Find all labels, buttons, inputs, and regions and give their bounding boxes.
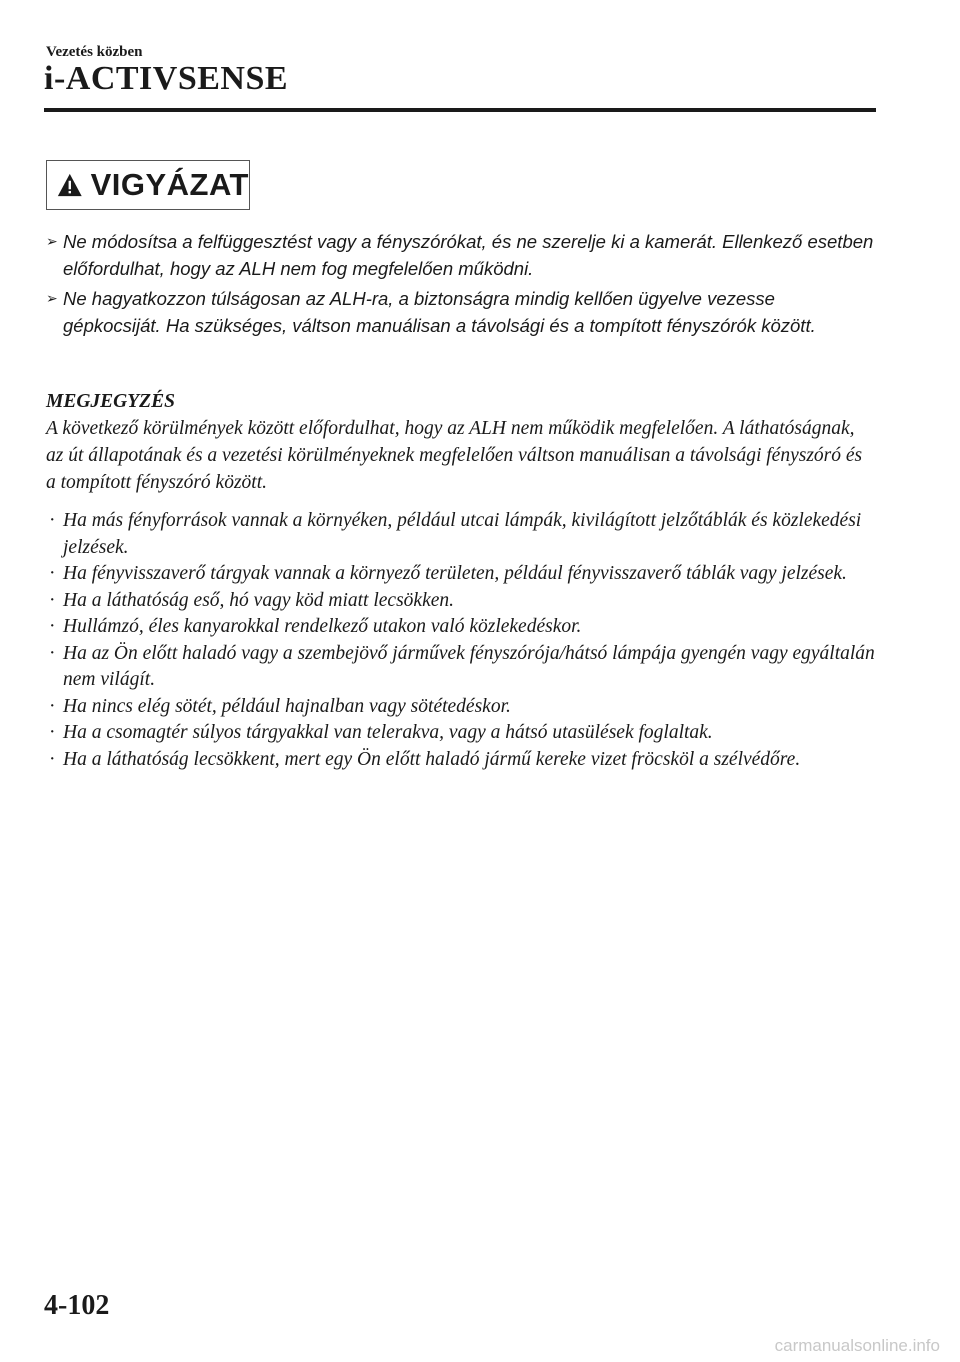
bullet-dot-icon: · xyxy=(49,748,56,770)
list-item xyxy=(46,641,876,694)
list-item-text: Ha a láthatóság lecsökkent, mert egy Ön előtt haladó jármű kereke vizet fröcsköl a szélvédőre. xyxy=(63,748,801,770)
list-item-text: Ha a láthatóság eső, hó vagy köd miatt lecsökken. xyxy=(63,589,454,611)
page-number: 4-102 xyxy=(44,1290,110,1321)
note-heading: MEGJEGYZÉS xyxy=(46,391,175,412)
list-item-text: Hullámzó, éles kanyarokkal rendelkező utakon való közlekedéskor. xyxy=(63,616,582,637)
caution-item xyxy=(46,228,876,282)
bullet-dot-icon: · xyxy=(49,510,56,531)
list-item xyxy=(46,747,876,774)
list-item xyxy=(46,720,876,747)
list-item xyxy=(46,694,876,721)
list-item-text: Ha más fényforrások vannak a környéken, például utcai lámpák, kivilágított jelzőtáblák és közlekedési jelzések. xyxy=(63,510,862,558)
list-item-text: Ha fényvisszaverő tárgyak vannak a környező területen, például fényvisszaverő táblák vagy jelzések. xyxy=(63,563,847,584)
caution-list xyxy=(46,228,876,342)
caution-box xyxy=(46,160,250,210)
caution-arrow-icon: ➢ xyxy=(46,233,58,249)
chapter-title: i-ACTIVSENSE xyxy=(44,60,289,97)
caution-item-text: Ne hagyatkozzon túlságosan az ALH-ra, a biztonságra mindig kellően ügyelve vezesse gépkocsiját. Ha szükséges, váltson manuálisan a távolsági és a tompított fényszórók között. xyxy=(63,288,816,336)
watermark: carmanualsonline.info xyxy=(774,1336,940,1355)
warning-triangle-icon xyxy=(57,171,83,199)
note-bullet-list xyxy=(46,508,876,773)
bullet-dot-icon: · xyxy=(49,642,56,664)
list-item xyxy=(46,508,876,561)
caution-item xyxy=(46,285,876,339)
list-item-text: Ha a csomagtér súlyos tárgyakkal van telerakva, vagy a hátsó utasülések foglaltak. xyxy=(63,722,713,743)
bullet-dot-icon: · xyxy=(49,616,56,637)
section-label: Vezetés közben xyxy=(46,44,143,60)
header-rule xyxy=(44,108,876,112)
list-item xyxy=(46,561,876,588)
caution-item-text: Ne módosítsa a felfüggesztést vagy a fényszórókat, és ne szerelje ki a kamerát. Ellenkező esetben előfordulhat, hogy az ALH nem fog megfelelően működni. xyxy=(63,231,874,279)
list-item-text: Ha nincs elég sötét, például hajnalban vagy sötétedéskor. xyxy=(63,695,511,717)
list-item xyxy=(46,588,876,615)
bullet-dot-icon: · xyxy=(49,589,56,611)
note-text: A következő körülmények között előfordulhat, hogy az ALH nem működik megfelelően. A láthatóságnak, az út állapotának és a vezetési körülményeknek megfelelően váltson manuálisan a távolsági fényszóró és a tompított fényszóró között. xyxy=(46,418,863,493)
caution-arrow-icon: ➢ xyxy=(46,290,58,306)
bullet-dot-icon: · xyxy=(49,722,56,743)
list-item-text: Ha az Ön előtt haladó vagy a szembejövő járművek fényszórója/hátsó lámpája gyengén vagy egyáltalán nem világít. xyxy=(63,642,875,690)
bullet-dot-icon: · xyxy=(49,695,56,717)
note-section xyxy=(46,388,876,496)
list-item xyxy=(46,614,876,641)
caution-label: VIGYÁZAT xyxy=(90,167,249,202)
bullet-dot-icon: · xyxy=(49,563,56,584)
